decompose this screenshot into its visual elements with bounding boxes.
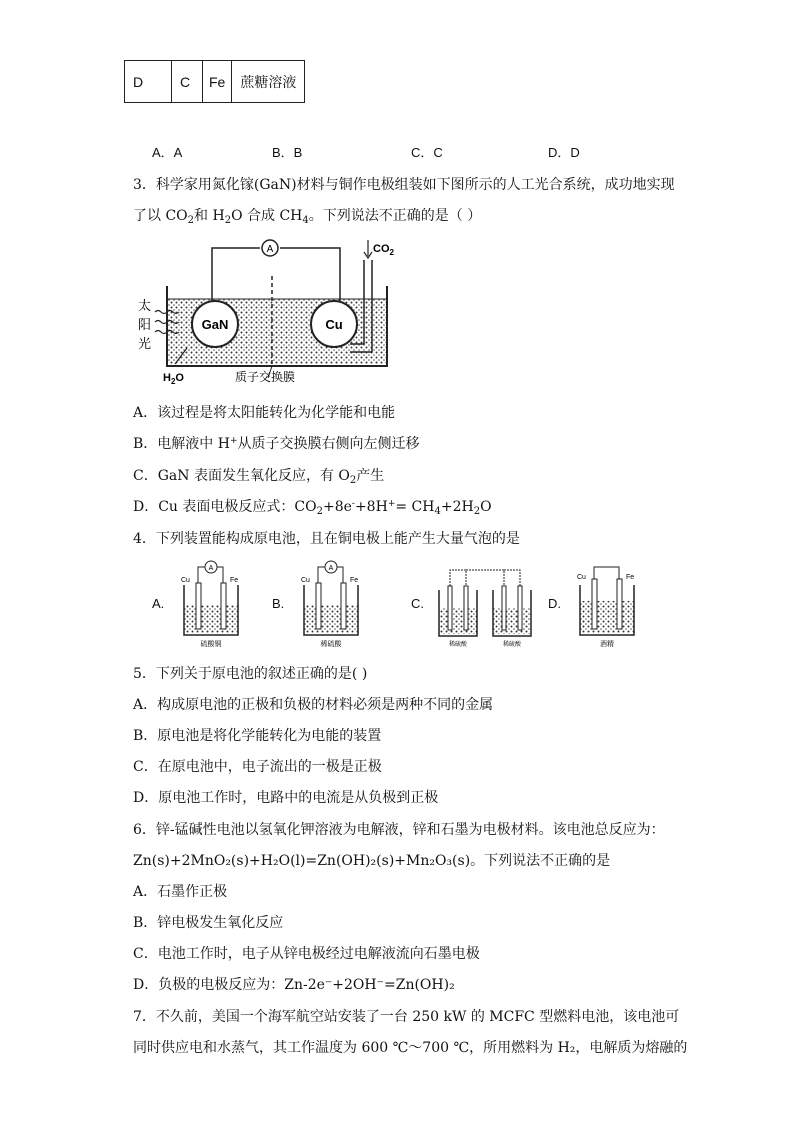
svg-text:GaN: GaN	[201, 317, 229, 332]
svg-text:Cu: Cu	[181, 577, 190, 584]
q2-option-c: C．C	[411, 145, 443, 160]
ammeter-label: A	[266, 244, 274, 255]
table-cell: Fe	[203, 61, 232, 103]
svg-text:A: A	[208, 565, 214, 572]
q4-option-a-label: A.	[152, 596, 165, 611]
svg-text:稀硫酸: 稀硫酸	[320, 641, 342, 648]
beaker-a-diagram	[176, 555, 246, 650]
q6-option-c: C．电池工作时，电子从锌电极经过电解液流向石墨电极	[133, 946, 480, 962]
q3-stem-line1: 3．科学家用氮化镓(GaN)材料与铜作电极组装如下图所示的人工光合系统，成功地实现	[133, 177, 675, 193]
q5-option-b: B．原电池是将化学能转化为电能的装置	[133, 728, 382, 744]
photosynthesis-cell-diagram	[135, 236, 405, 386]
h2o-label: $H_2O$	[163, 372, 184, 386]
q3-option-d: D．Cu 表面电极反应式：$CO_2+8e^-+8H^+= CH_4+2H_2O$	[133, 499, 492, 517]
svg-text:Fe: Fe	[350, 577, 359, 584]
q4-option-b-label: B.	[272, 596, 285, 611]
q2-option-a: A．A	[152, 145, 183, 160]
q5-stem: 5．下列关于原电池的叙述正确的是( )	[133, 666, 368, 682]
q6-stem-line2: Zn(s)+2MnO₂(s)+H₂O(l)=Zn(OH)₂(s)+Mn₂O₃(s)。下列说法不正确的是	[133, 853, 611, 869]
q5-option-c: C．在原电池中，电子流出的一极是正极	[133, 759, 382, 775]
q6-option-d: D．负极的电极反应为：Zn-2e⁻+2OH⁻=Zn(OH)₂	[133, 977, 455, 993]
svg-text:阳: 阳	[138, 317, 152, 332]
svg-text:A: A	[328, 565, 334, 572]
q3-option-b: B．电解液中 H+从质子交换膜右侧向左侧迁移	[133, 436, 420, 452]
beaker-c-diagram	[435, 560, 535, 650]
svg-text:光: 光	[138, 336, 152, 351]
q4-option-c-label: C.	[411, 596, 424, 611]
svg-text:Cu: Cu	[325, 317, 343, 332]
q3-stem-line2: 了以 $CO_2$和 $H_2O$ 合成 $CH_4$。下列说法不正确的是（ ）	[133, 208, 482, 226]
answer-table	[124, 60, 305, 103]
co2-label: $CO_2$	[373, 243, 394, 257]
q5-option-d: D．原电池工作时，电路中的电流是从负极到正极	[133, 790, 439, 806]
beaker-d-diagram	[572, 555, 642, 650]
table-cell: 蔗糖溶液	[232, 61, 305, 103]
svg-text:太: 太	[138, 298, 152, 313]
q6-option-a: A．石墨作正极	[133, 884, 228, 900]
q6-option-b: B．锌电极发生氧化反应	[133, 915, 284, 931]
svg-text:Fe: Fe	[230, 577, 239, 584]
table-row	[125, 61, 305, 103]
q4-option-d-label: D.	[548, 596, 561, 611]
q7-stem-line2: 同时供应电和水蒸气，其工作温度为 600 ℃～700 ℃，所用燃料为 H₂，电解质为熔融的	[133, 1040, 688, 1056]
table-cell: C	[172, 61, 203, 103]
table-cell: D	[125, 61, 172, 103]
svg-text:稀硫酸: 稀硫酸	[448, 642, 468, 648]
q6-stem-line1: 6．锌-锰碱性电池以氢氧化钾溶液为电解液，锌和石墨为电极材料。该电池总反应为：	[133, 822, 665, 838]
q7-stem-line1: 7．不久前，美国一个海军航空站安装了一台 250 kW 的 MCFC 型燃料电池，该电池可	[133, 1009, 680, 1025]
beaker-b-diagram	[296, 555, 366, 650]
q2-option-d: D．D	[548, 145, 580, 160]
svg-text:酒精: 酒精	[600, 641, 614, 648]
membrane-label: 质子交换膜	[235, 370, 296, 384]
q3-option-a: A．该过程是将太阳能转化为化学能和电能	[133, 405, 396, 421]
svg-text:硫酸铜: 硫酸铜	[200, 641, 222, 648]
svg-text:Fe: Fe	[626, 574, 635, 581]
q2-option-b: B．B	[272, 145, 303, 160]
q4-stem: 4．下列装置能构成原电池，且在铜电极上能产生大量气泡的是	[133, 531, 520, 547]
svg-text:Cu: Cu	[577, 574, 586, 581]
svg-text:稀硫酸: 稀硫酸	[502, 642, 522, 648]
svg-text:Cu: Cu	[301, 577, 310, 584]
q5-option-a: A．构成原电池的正极和负极的材料必须是两种不同的金属	[133, 697, 494, 713]
q3-option-c: C．GaN 表面发生氧化反应，有 $O_2$产生	[133, 468, 385, 486]
